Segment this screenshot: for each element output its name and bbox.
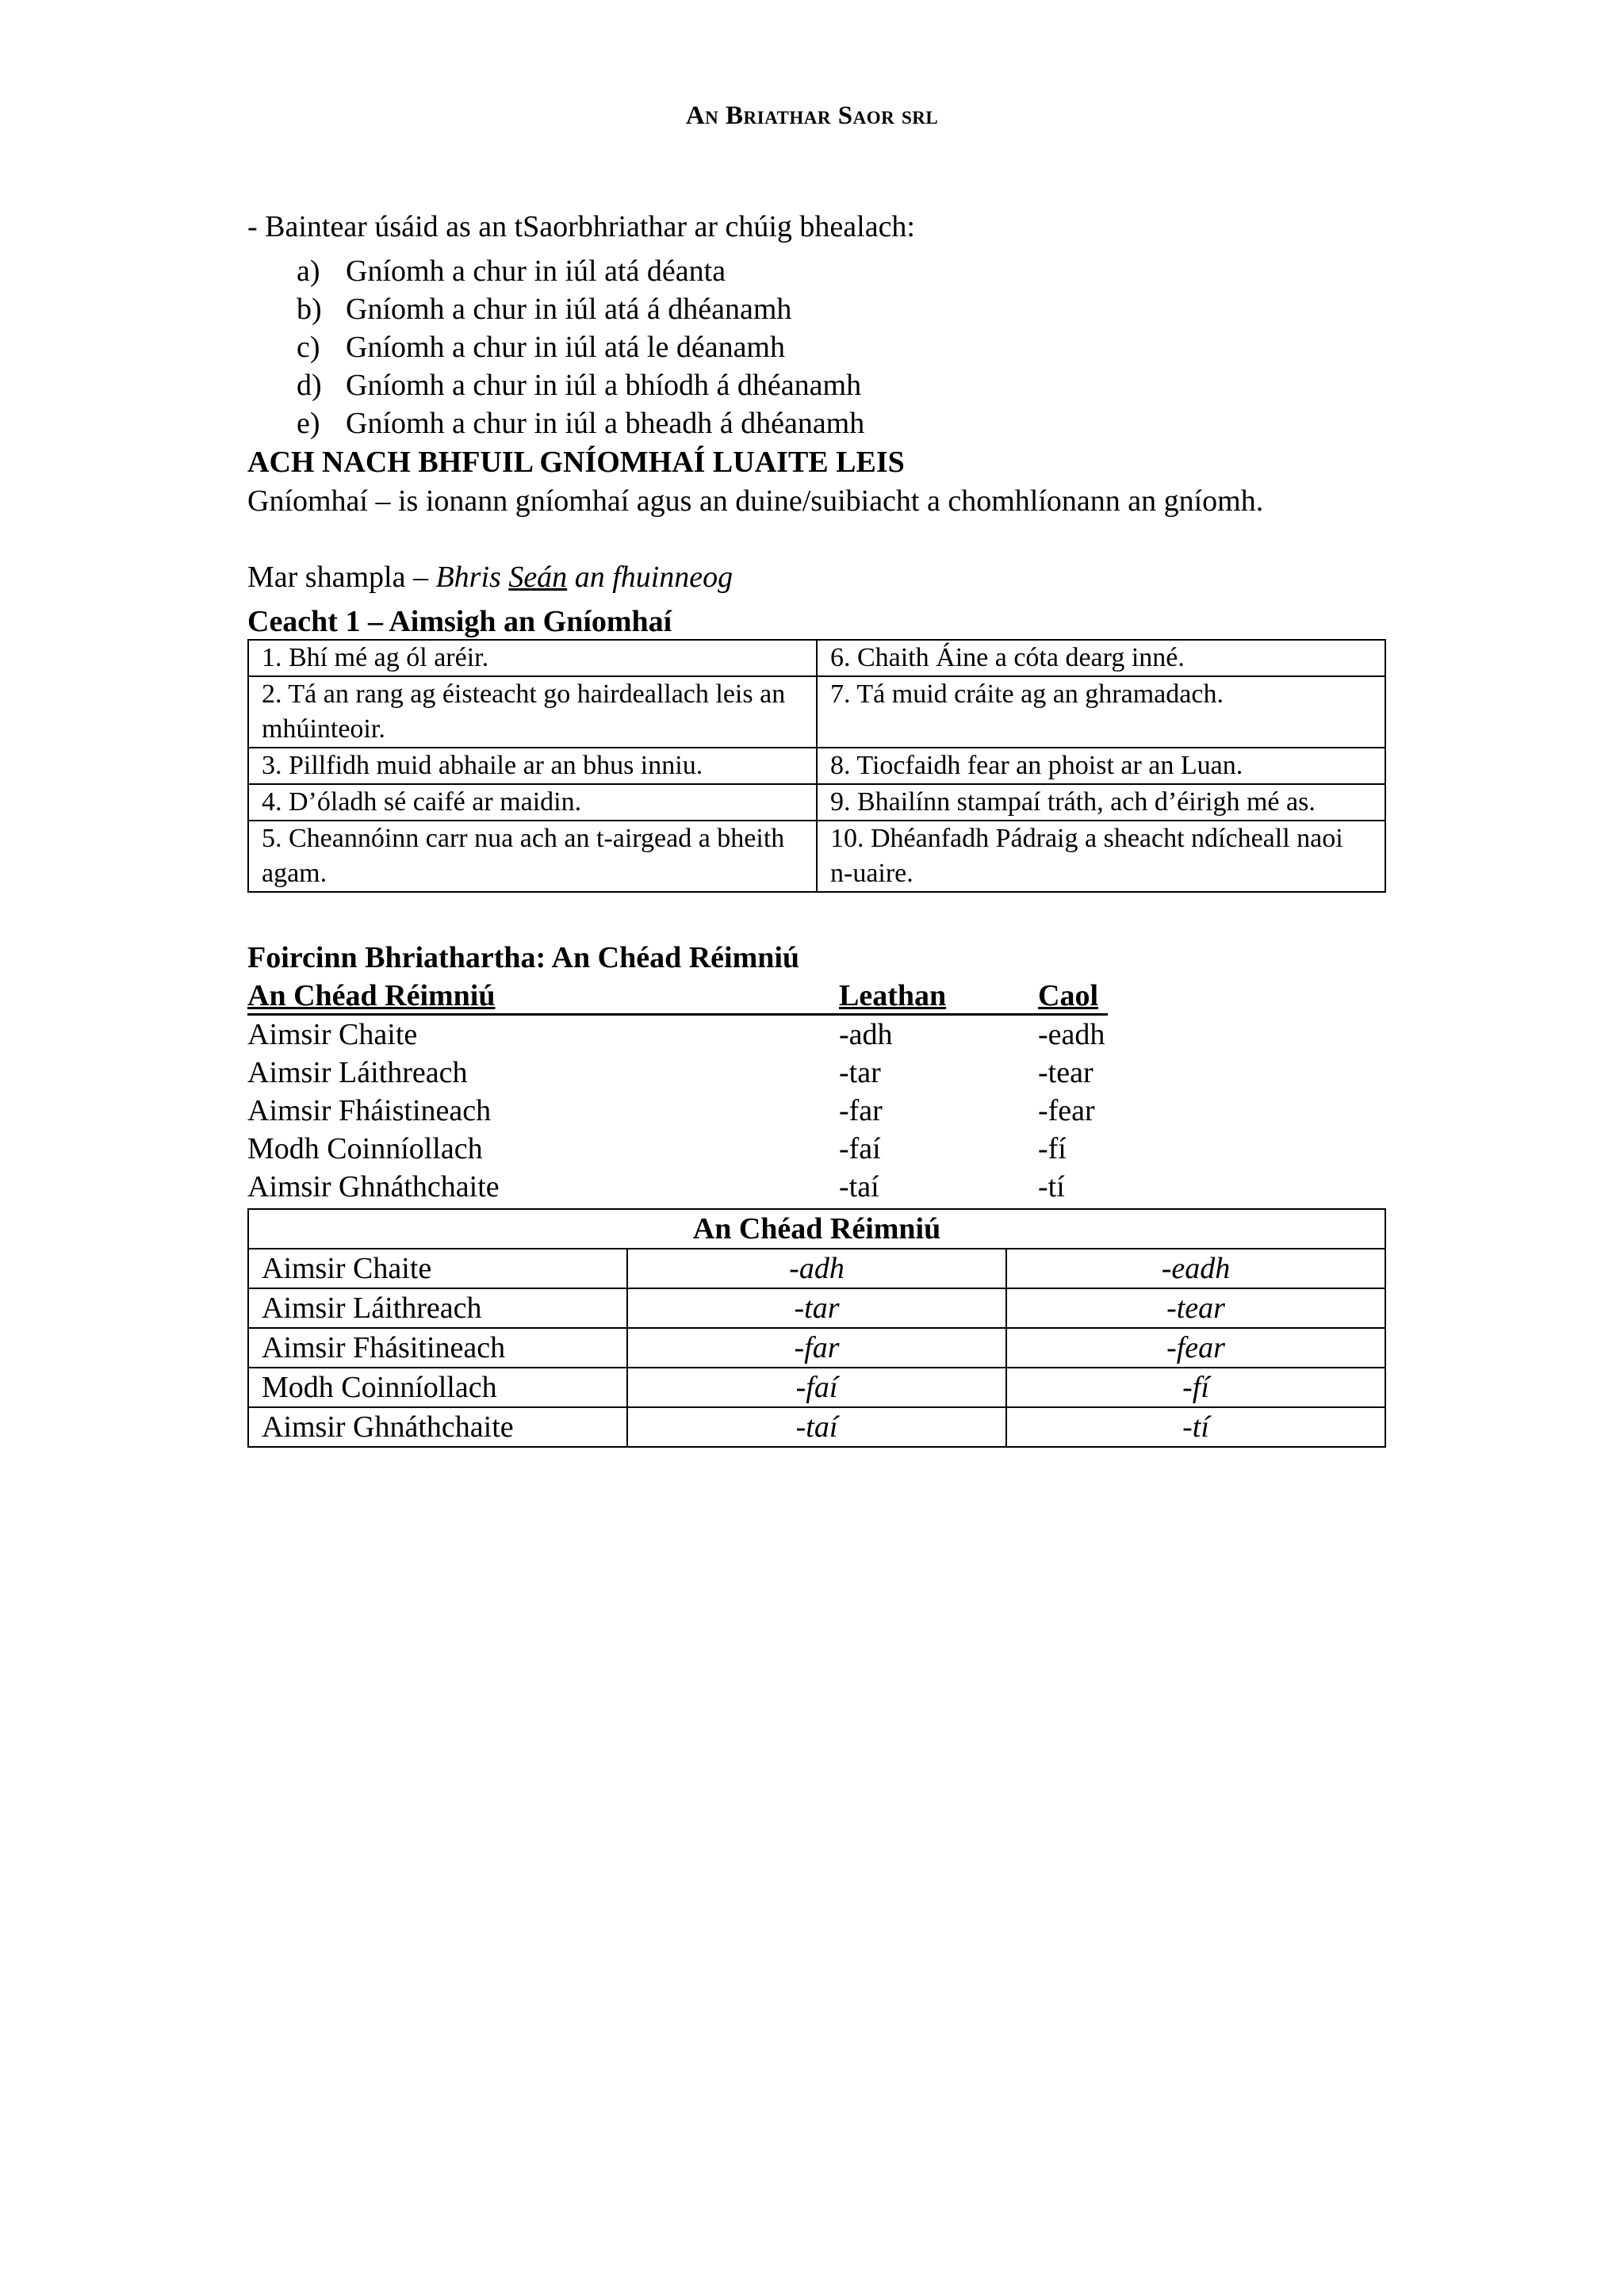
endings-table xyxy=(247,1208,1386,1448)
document-body xyxy=(247,208,1389,1448)
list-item: Aimsir Ghnáthchaite -taí -tí xyxy=(247,1170,1065,1203)
section-heading: ACH NACH BHFUIL GNÍOMHAÍ LUAITE LEIS xyxy=(247,446,905,479)
table-header-row xyxy=(248,1209,1385,1249)
list-item: Aimsir Láithreach -tar -tear xyxy=(247,1056,1094,1089)
table-row: Modh Coinníollach -faí -fí xyxy=(248,1368,1385,1407)
table-row: 4. D’óladh sé caifé ar maidin. 9. Bhailínn stampaí tráth, ach d’éirigh mé as. xyxy=(248,784,1385,821)
header-c-big: S xyxy=(837,101,853,130)
definition-text: Gníomhaí – is ionann gníomhaí agus an duine/suibiacht a chomhlíonann an gníomh. xyxy=(247,484,1264,518)
example-line: Mar shampla – Bhris Seán an fhuinneog xyxy=(247,561,733,594)
list-item: Aimsir Chaite -adh -eadh xyxy=(247,1018,1105,1051)
endings-heading: Foircinn Bhriathartha: An Chéad Réimniú xyxy=(247,941,800,974)
table-row: Aimsir Ghnáthchaite -taí -tí xyxy=(248,1407,1385,1447)
table-row: 3. Pillfidh muid abhaile ar an bhus inniu. 8. Tiocfaidh fear an phoist ar an Luan. xyxy=(248,748,1385,784)
header-a-big: A xyxy=(685,101,706,130)
header-a-small: n xyxy=(705,101,726,130)
page-header xyxy=(0,101,1624,131)
uses-list xyxy=(247,252,1389,442)
exercise-table xyxy=(247,639,1386,893)
list-item: c) Gníomh a chur in iúl atá le déanamh xyxy=(297,331,785,364)
list-item: Modh Coinníollach -faí -fí xyxy=(247,1132,1067,1165)
header-b-small: riathar xyxy=(743,101,838,130)
header-c-small: aor srl xyxy=(852,101,939,130)
table-row: Aimsir Láithreach -tar -tear xyxy=(248,1288,1385,1328)
intro-text: - Baintear úsáid as an tSaorbhriathar ar chúig bhealach: xyxy=(247,210,915,243)
endings-list-header: An Chéad Réimniú Leathan Caol xyxy=(247,977,1108,1016)
example-agent: Seán xyxy=(508,561,568,594)
table-row: Aimsir Fhásitineach -far -fear xyxy=(248,1328,1385,1368)
table-title: An Chéad Réimniú xyxy=(248,1209,1385,1249)
endings-list xyxy=(247,977,1389,1203)
list-item: Aimsir Fháistineach -far -fear xyxy=(247,1094,1095,1127)
exercise-heading: Ceacht 1 – Aimsigh an Gníomhaí xyxy=(247,605,672,638)
list-item: d) Gníomh a chur in iúl a bhíodh á dhéanamh xyxy=(297,369,862,402)
list-item: a) Gníomh a chur in iúl atá déanta xyxy=(297,254,726,288)
table-row: 5. Cheannóinn carr nua ach an t-airgead a bheith agam. 10. Dhéanfadh Pádraig a sheacht ndícheall naoi n-uaire. xyxy=(248,821,1385,892)
table-row: Aimsir Chaite -adh -eadh xyxy=(248,1249,1385,1288)
list-item: b) Gníomh a chur in iúl atá á dhéanamh xyxy=(297,293,792,326)
list-item: e) Gníomh a chur in iúl a bheadh á dhéanamh xyxy=(297,407,865,440)
table-row: 1. Bhí mé ag ól aréir. 6. Chaith Áine a cóta dearg inné. xyxy=(248,640,1385,676)
table-row: 2. Tá an rang ag éisteacht go hairdeallach leis an mhúinteoir. 7. Tá muid cráite ag an ghramadach. xyxy=(248,676,1385,748)
header-b-big: B xyxy=(726,101,744,130)
